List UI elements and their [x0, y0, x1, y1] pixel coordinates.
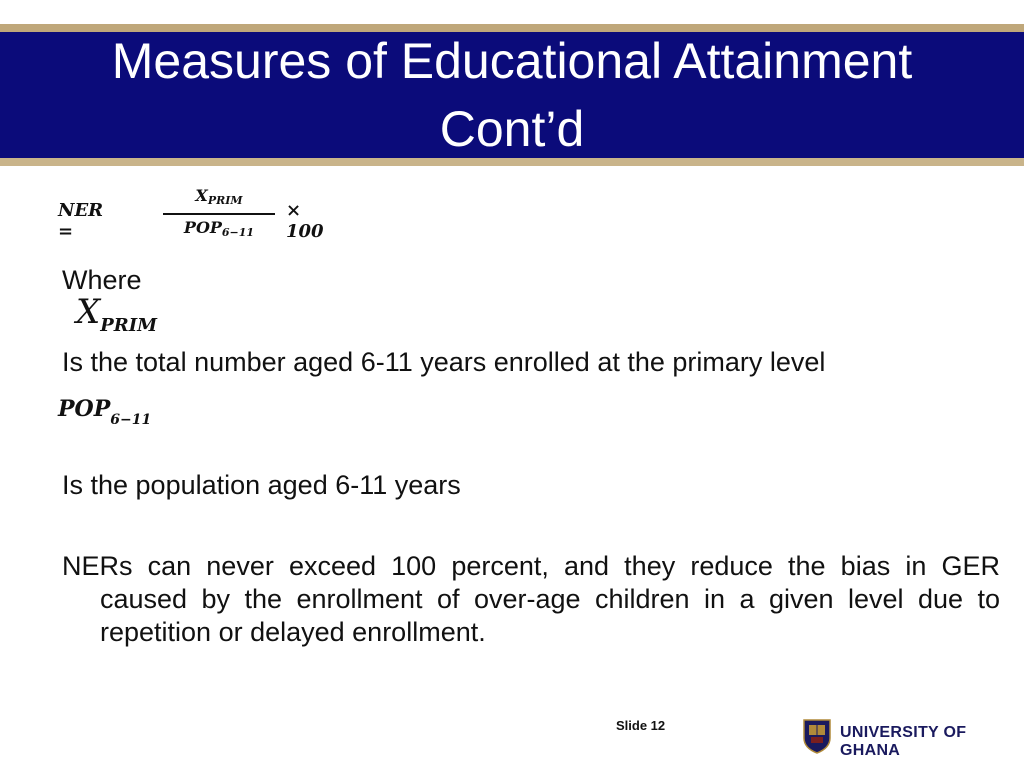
formula-fraction [163, 186, 275, 244]
university-name: UNIVERSITY OF GHANA [840, 724, 967, 759]
fraction-bar [163, 213, 275, 215]
where-label: Where [62, 265, 142, 295]
symbol-pop: $POP_{6-11}$ [58, 396, 152, 428]
slide-title-line-2: Cont’d [439, 101, 585, 157]
definition-pop: Is the population aged 6-11 years [62, 470, 461, 500]
slide-title-line-1: Measures of Educational Attainment [111, 33, 913, 89]
formula-lhs: NER = [58, 200, 104, 242]
formula-numerator: $X_{PRIM}$ [195, 186, 243, 207]
symbol-x-prim: $X_{PRIM}$ [76, 292, 158, 336]
formula-denominator: $POP_{6-11}$ [183, 218, 255, 239]
title-banner [0, 32, 1024, 158]
definition-x-prim: Is the total number aged 6-11 years enrolled at the primary level [62, 347, 826, 377]
university-crest-icon [802, 718, 832, 754]
ner-explanation-paragraph: NERs can never exceed 100 percent, and they reduce the bias in GER caused by the enrollment of over-age children in a given level due to repetition or delayed enrollment. [62, 551, 1000, 647]
slide-number: Slide 12 [616, 718, 666, 733]
formula-multiplier: × 100 [286, 200, 324, 242]
header-gold-stripe-bottom [0, 158, 1024, 166]
